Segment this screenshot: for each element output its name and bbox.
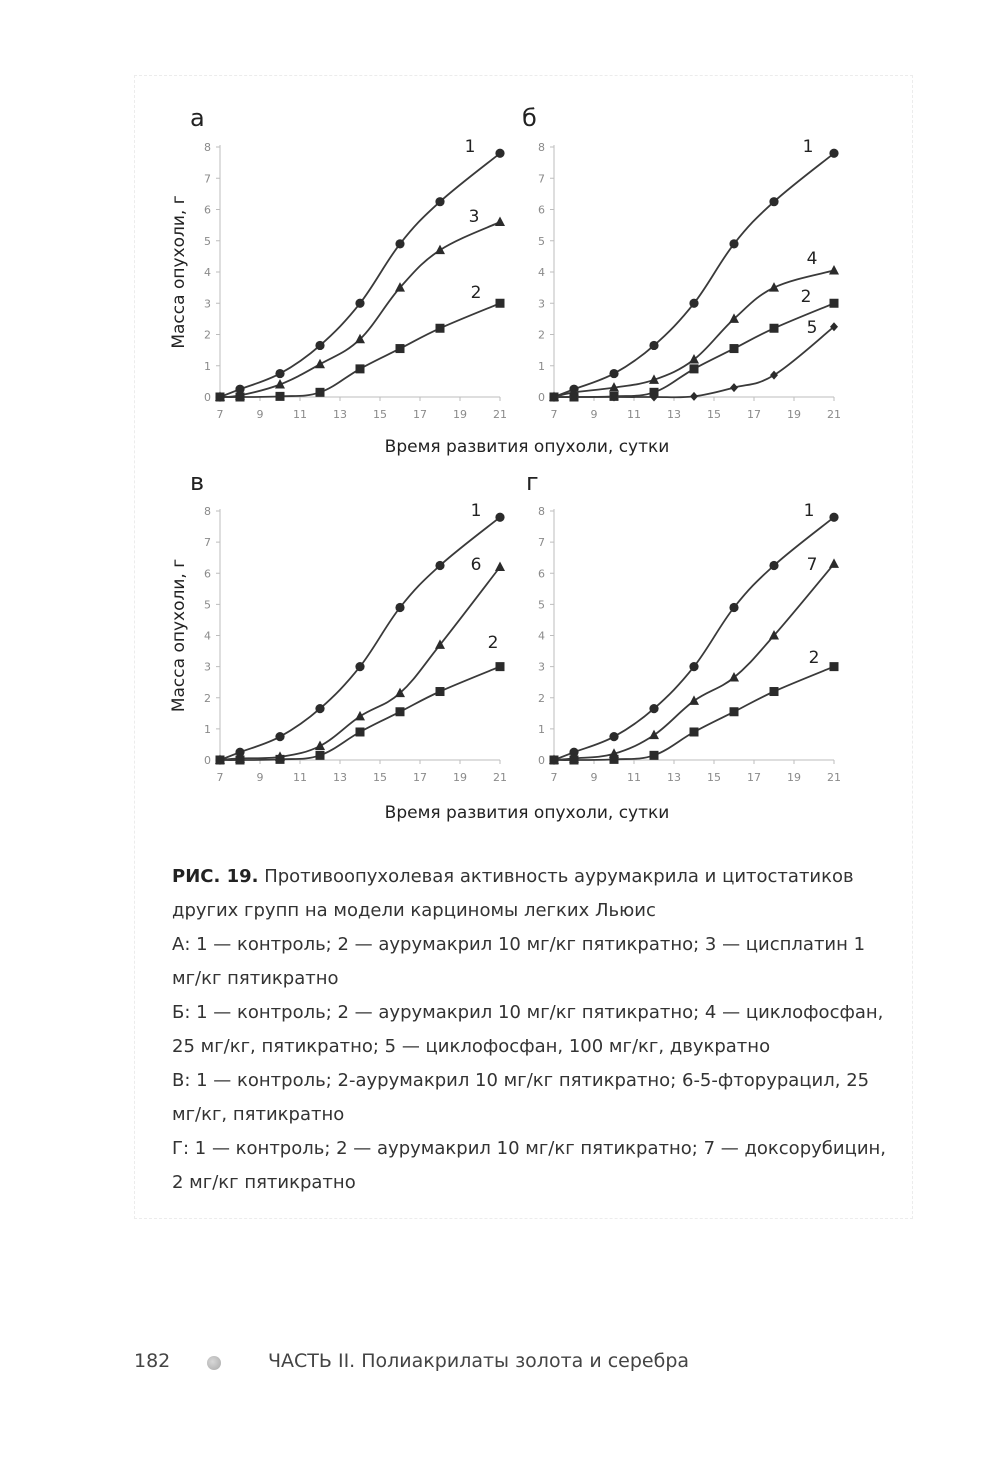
x-axis-title: Время развития опухоли, сутки — [384, 437, 670, 457]
data-point — [609, 369, 618, 378]
data-point — [396, 344, 405, 353]
series-line — [220, 303, 500, 397]
data-point — [550, 756, 559, 765]
data-point — [236, 393, 245, 402]
data-point — [435, 197, 444, 206]
x-tick-label: 15 — [707, 771, 721, 784]
y-tick-label: 0 — [204, 391, 211, 404]
x-tick-label: 19 — [453, 408, 467, 421]
data-point — [769, 561, 778, 570]
series-line — [554, 270, 834, 397]
series-1 — [215, 501, 504, 765]
y-tick-label: 1 — [538, 722, 545, 736]
data-point — [496, 662, 505, 671]
y-tick-label: 6 — [204, 567, 211, 581]
data-point — [830, 662, 839, 671]
data-point — [435, 561, 444, 570]
data-point — [495, 149, 504, 158]
data-point — [729, 603, 738, 612]
y-tick-label: 1 — [538, 359, 545, 373]
y-tick-label: 0 — [204, 754, 211, 767]
x-tick-label: 13 — [333, 771, 347, 784]
x-tick-label: 11 — [627, 771, 641, 784]
data-point — [829, 149, 838, 158]
series-label: 4 — [806, 249, 818, 269]
data-point — [610, 755, 619, 764]
data-point — [690, 392, 698, 401]
x-tick-label: 19 — [453, 771, 467, 784]
data-point — [315, 341, 324, 350]
data-point — [649, 341, 658, 350]
data-point — [689, 695, 699, 705]
chart-panel-2 — [522, 104, 841, 421]
data-point — [770, 324, 779, 333]
caption-title-paragraph — [172, 860, 892, 928]
data-point — [276, 755, 285, 764]
x-tick-label: 15 — [707, 408, 721, 421]
x-tick-label: 17 — [413, 771, 427, 784]
data-point — [609, 732, 618, 741]
y-tick-label: 6 — [538, 567, 545, 581]
y-tick-label: 5 — [204, 598, 211, 612]
data-point — [496, 299, 505, 308]
data-point — [356, 727, 365, 736]
data-point — [435, 245, 445, 255]
data-point — [689, 299, 698, 308]
series-label: 5 — [806, 318, 818, 338]
y-tick-label: 0 — [538, 391, 545, 404]
data-point — [216, 756, 225, 765]
y-tick-label: 3 — [204, 660, 211, 674]
y-tick-label: 8 — [538, 141, 545, 154]
x-tick-label: 21 — [493, 771, 507, 784]
x-tick-label: 19 — [787, 408, 801, 421]
caption-line-b: Б: 1 — контроль; 2 — аурумакрил 10 мг/кг пятикратно; 4 — циклофосфан, 25 мг/кг, пятикратно; 5 — циклофосфан, 100 мг/кг, двукратно — [172, 1002, 884, 1057]
data-point — [570, 756, 579, 765]
y-tick-label: 8 — [204, 505, 211, 518]
x-tick-label: 13 — [667, 408, 681, 421]
data-point — [495, 513, 504, 522]
y-tick-label: 5 — [204, 234, 211, 248]
series-label: 2 — [470, 283, 482, 303]
y-tick-label: 3 — [538, 660, 545, 674]
x-tick-label: 21 — [827, 408, 841, 421]
y-tick-label: 1 — [204, 359, 211, 373]
series-label: 3 — [468, 207, 480, 227]
data-point — [770, 371, 778, 380]
data-point — [236, 756, 245, 765]
x-tick-label: 21 — [493, 408, 507, 421]
panel-letter: г — [526, 468, 539, 496]
y-tick-label: 5 — [538, 598, 545, 612]
y-tick-label: 0 — [538, 754, 545, 767]
series-line — [220, 153, 500, 397]
caption-line-a: А: 1 — контроль; 2 — аурумакрил 10 мг/кг пятикратно; 3 — цисплатин 1 мг/кг пятикратно — [172, 934, 866, 989]
data-point — [829, 513, 838, 522]
running-title: ЧАСТЬ II. Полиакрилаты золота и серебра — [268, 1350, 690, 1372]
chart-panel-4 — [526, 468, 841, 784]
data-point — [356, 364, 365, 373]
x-tick-label: 13 — [333, 408, 347, 421]
series-label: 1 — [803, 501, 815, 521]
data-point — [730, 344, 739, 353]
data-point — [316, 388, 325, 397]
x-tick-label: 7 — [216, 408, 224, 421]
page-footer — [134, 1350, 834, 1380]
x-tick-label: 17 — [413, 408, 427, 421]
data-point — [650, 751, 659, 760]
y-tick-label: 7 — [538, 536, 545, 550]
series-label: 1 — [802, 137, 814, 157]
figure-caption — [172, 860, 892, 1200]
data-point — [395, 239, 404, 248]
y-tick-label: 7 — [204, 172, 211, 186]
x-tick-label: 21 — [827, 771, 841, 784]
series-4 — [549, 249, 839, 401]
data-point — [316, 751, 325, 760]
series-label: 6 — [470, 555, 482, 575]
data-point — [730, 383, 738, 392]
data-point — [730, 707, 739, 716]
series-line — [220, 517, 500, 760]
panel-letter: а — [190, 104, 205, 132]
panel-letter: в — [190, 468, 205, 496]
data-point — [355, 711, 365, 721]
series-line — [554, 667, 834, 760]
x-tick-label: 11 — [627, 408, 641, 421]
series-line — [554, 517, 834, 760]
series-label: 2 — [808, 648, 820, 668]
data-point — [216, 393, 225, 402]
y-tick-label: 3 — [538, 297, 545, 311]
data-point — [649, 704, 658, 713]
data-point — [690, 727, 699, 736]
y-tick-label: 2 — [204, 691, 211, 705]
x-tick-label: 17 — [747, 771, 761, 784]
series-line — [554, 303, 834, 397]
data-point — [276, 392, 285, 401]
data-point — [769, 197, 778, 206]
figure-number: РИС. 19. — [172, 866, 259, 887]
y-tick-label: 4 — [538, 629, 545, 643]
data-point — [436, 324, 445, 333]
x-tick-label: 7 — [550, 408, 558, 421]
x-tick-label: 9 — [590, 408, 598, 421]
data-point — [830, 299, 839, 308]
x-tick-label: 17 — [747, 408, 761, 421]
y-tick-label: 2 — [204, 328, 211, 342]
series-label: 1 — [470, 501, 482, 521]
y-tick-label: 5 — [538, 234, 545, 248]
y-tick-label: 6 — [538, 203, 545, 217]
data-point — [275, 369, 284, 378]
x-tick-label: 9 — [256, 408, 264, 421]
data-point — [495, 562, 505, 572]
y-tick-label: 8 — [538, 505, 545, 518]
series-label: 2 — [800, 287, 812, 307]
data-point — [275, 732, 284, 741]
x-tick-label: 11 — [293, 408, 307, 421]
x-tick-label: 15 — [373, 771, 387, 784]
data-point — [770, 687, 779, 696]
x-tick-label: 11 — [293, 771, 307, 784]
y-tick-label: 2 — [538, 328, 545, 342]
data-point — [315, 704, 324, 713]
series-label: 2 — [487, 633, 499, 653]
y-tick-label: 1 — [204, 722, 211, 736]
chart-panel-3 — [169, 468, 507, 784]
y-tick-label: 7 — [538, 172, 545, 186]
x-tick-label: 19 — [787, 771, 801, 784]
x-tick-label: 15 — [373, 408, 387, 421]
x-tick-label: 9 — [256, 771, 264, 784]
panel-letter: б — [522, 104, 537, 132]
y-tick-label: 4 — [538, 266, 545, 279]
y-tick-label: 6 — [204, 203, 211, 217]
data-point — [729, 239, 738, 248]
data-point — [649, 730, 659, 740]
caption-line-g: Г: 1 — контроль; 2 — аурумакрил 10 мг/кг пятикратно; 7 — доксорубицин, 2 мг/кг пятикратно — [172, 1138, 887, 1193]
y-tick-label: 7 — [204, 536, 211, 550]
y-tick-label: 4 — [204, 629, 211, 643]
y-tick-label: 8 — [204, 141, 211, 154]
x-tick-label: 9 — [590, 771, 598, 784]
data-point — [315, 740, 325, 750]
data-point — [355, 299, 364, 308]
data-point — [829, 558, 839, 568]
x-tick-label: 7 — [216, 771, 224, 784]
data-point — [355, 662, 364, 671]
data-point — [315, 359, 325, 369]
y-axis-title: Масса опухоли, г — [169, 195, 189, 349]
data-point — [396, 707, 405, 716]
series-label: 1 — [464, 137, 476, 157]
data-point — [689, 662, 698, 671]
data-point — [395, 603, 404, 612]
caption-line-v: В: 1 — контроль; 2-аурумакрил 10 мг/кг пятикратно; 6-5-фторурацил, 25 мг/кг, пятикратно — [172, 1070, 870, 1125]
x-axis-title: Время развития опухоли, сутки — [384, 803, 670, 823]
page-number: 182 — [134, 1350, 171, 1372]
chart-panel-1 — [169, 104, 507, 421]
series-label: 7 — [806, 555, 818, 575]
bullet-dot-icon — [207, 1356, 221, 1370]
series-1 — [549, 501, 838, 765]
data-point — [690, 364, 699, 373]
series-1 — [215, 137, 504, 402]
data-point — [495, 217, 505, 227]
y-tick-label: 4 — [204, 266, 211, 279]
y-axis-title: Масса опухоли, г — [169, 558, 189, 713]
data-point — [829, 265, 839, 275]
y-tick-label: 3 — [204, 297, 211, 311]
caption-title: Противоопухолевая активность аурумакрила и цитостатиков других групп на модели карциномы легких Льюис — [172, 866, 854, 921]
data-point — [436, 687, 445, 696]
y-tick-label: 2 — [538, 691, 545, 705]
x-tick-label: 13 — [667, 771, 681, 784]
x-tick-label: 7 — [550, 771, 558, 784]
